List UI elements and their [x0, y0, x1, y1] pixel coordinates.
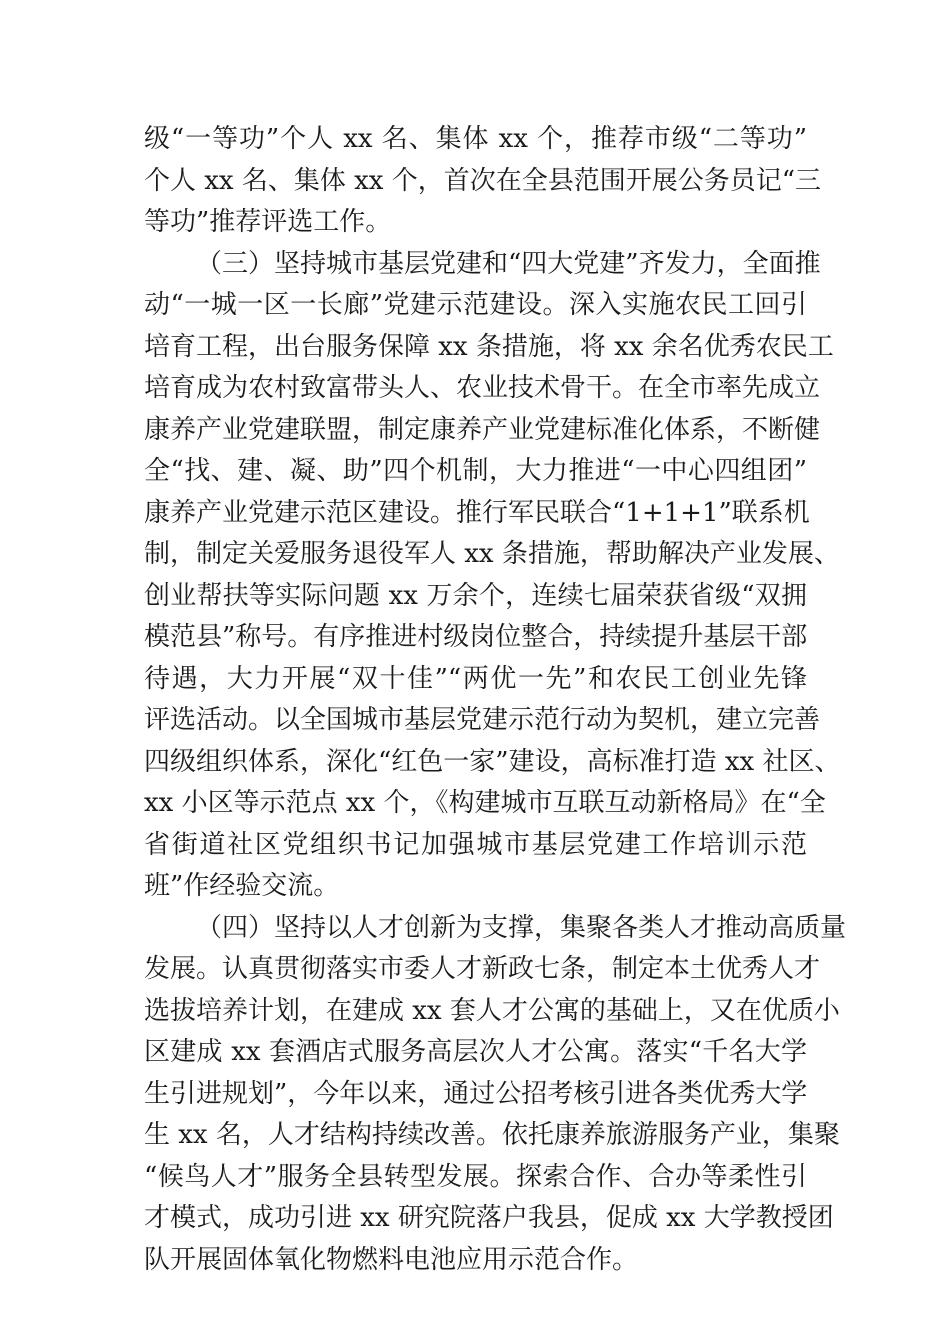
paragraph-heading-line: （四）坚持以人才创新为支撑，集聚各类人才推动高质量 — [196, 912, 847, 943]
text-line: 评选活动。以全国城市基层党建示范行动为契机，建立完善 — [144, 705, 821, 735]
text-line: 待遇，大力开展“双十佳”“两优一先”和农民工创业先锋 — [144, 663, 807, 694]
text-line: 省街道社区党组织书记加强城市基层党建工作培训示范 — [144, 829, 807, 860]
paragraph-heading-line: （三）坚持城市基层党建和“四大党建”齐发力，全面推 — [196, 248, 821, 279]
text-line: 培育工程，出台服务保障 xx 条措施，将 xx 余名优秀农民工 — [144, 331, 834, 362]
text-line: 队开展固体氧化物燃料电池应用示范合作。 — [144, 1244, 639, 1275]
text-line: 等功”推荐评选工作。 — [144, 207, 392, 237]
text-line: 区建成 xx 套酒店式服务高层次人才公寓。落实“千名大学 — [144, 1037, 807, 1067]
text-line: 制，制定关爱服务退役军人 xx 条措施，帮助解决产业发展、 — [144, 539, 840, 569]
body-text — [144, 119, 847, 1281]
text-line: 才模式，成功引进 xx 研究院落户我县，促成 xx 大学教授团 — [144, 1203, 834, 1233]
text-line: 四级组织体系，深化“红色一家”建设，高标准打造 xx 社区、 — [144, 746, 841, 777]
text-line: 培育成为农村致富带头人、农业技术骨干。在全市率先成立 — [144, 373, 821, 403]
text-line: 班”作经验交流。 — [144, 871, 340, 901]
text-line: 康养产业党建联盟，制定康养产业党建标准化体系，不断健 — [144, 414, 821, 445]
text-line: 生引进规划”，今年以来，通过公招考核引进各类优秀大学 — [144, 1078, 808, 1109]
text-line: 级“一等功”个人 xx 名、集体 xx 个，推荐市级“二等功” — [144, 124, 807, 154]
text-line: 创业帮扶等实际问题 xx 万余个，连续七届荣获省级“双拥 — [144, 580, 807, 611]
text-line: 选拔培养计划，在建成 xx 套人才公寓的基础上，又在优质小 — [144, 995, 840, 1026]
text-line: 动“一城一区一长廊”党建示范建设。深入实施农民工回引 — [144, 290, 807, 320]
text-line: 全“找、建、凝、助”四个机制，大力推进“一中心四组团” — [144, 456, 807, 486]
text-line: “候鸟人才”服务全县转型发展。探索合作、合办等柔性引 — [144, 1161, 807, 1192]
text-line: 个人 xx 名、集体 xx 个，首次在全县范围开展公务员记“三 — [144, 165, 822, 196]
text-line: 生 xx 名，人才结构持续改善。依托康养旅游服务产业，集聚 — [144, 1120, 840, 1150]
text-line: 康养产业党建示范区建设。推行军民联合“1+1+1”联系机 — [144, 497, 810, 528]
text-line: 发展。认真贯彻落实市委人才新政七条，制定本土优秀人才 — [144, 954, 821, 984]
text-line: 模范县”称号。有序推进村级岗位整合，持续提升基层干部 — [144, 622, 808, 652]
text-line: xx 小区等示范点 xx 个，《构建城市互联互动新格局》在“全 — [144, 788, 826, 818]
